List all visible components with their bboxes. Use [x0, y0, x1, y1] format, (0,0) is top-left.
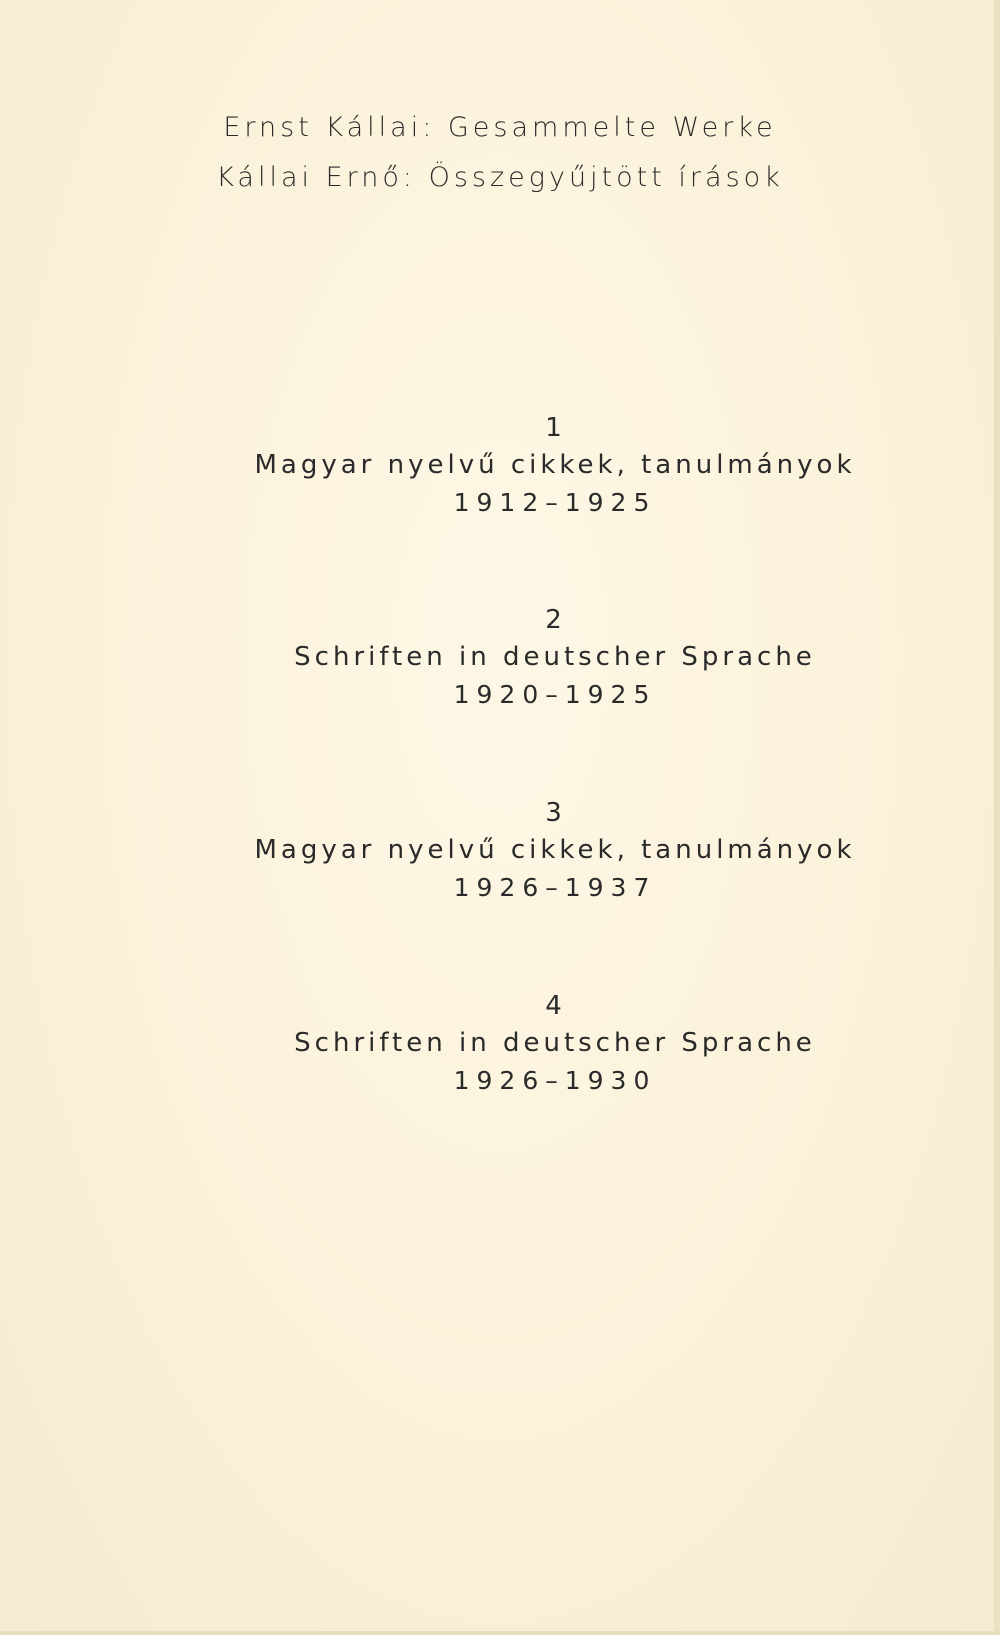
series-title-german: Ernst Kállai: Gesammelte Werke: [223, 112, 777, 143]
volume-entry-4: [0, 988, 1000, 1100]
volume-entry-3: [0, 795, 1000, 907]
volume-number: 3: [545, 798, 565, 828]
volume-years: 1920–1925: [453, 680, 657, 709]
volume-number: 1: [545, 413, 565, 443]
volume-title: Schriften in deutscher Sprache: [294, 642, 816, 672]
volume-number: 4: [545, 991, 565, 1021]
page-edge-bottom: [0, 1631, 1000, 1635]
series-title-hungarian: Kállai Ernő: Összegyűjtött írások: [216, 162, 784, 193]
volume-title: Magyar nyelvű cikkek, tanulmányok: [254, 450, 856, 480]
volume-title: Magyar nyelvű cikkek, tanulmányok: [254, 835, 856, 865]
volume-entry-2: [0, 602, 1000, 714]
volume-entry-1: [0, 410, 1000, 522]
volume-years: 1926–1930: [453, 1066, 657, 1095]
volume-number: 2: [545, 605, 565, 635]
volume-title: Schriften in deutscher Sprache: [294, 1028, 816, 1058]
volume-years: 1926–1937: [453, 873, 657, 902]
volume-years: 1912–1925: [453, 488, 657, 517]
